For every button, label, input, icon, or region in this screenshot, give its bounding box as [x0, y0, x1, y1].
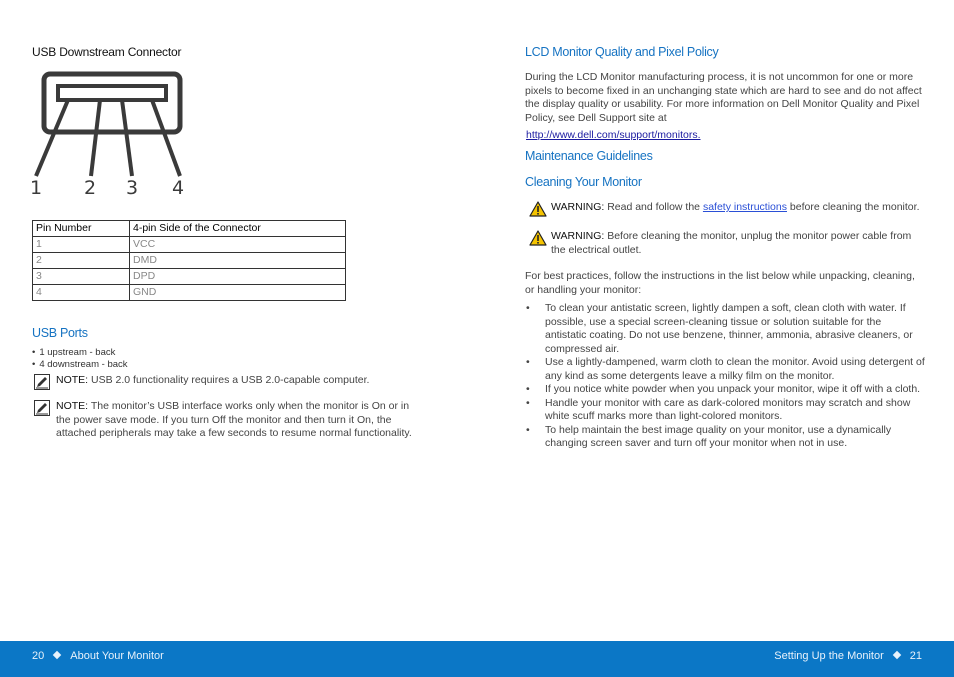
pin-label-1: 1	[30, 177, 43, 198]
table-cell: GND	[130, 285, 346, 301]
page-footer	[0, 641, 954, 677]
table-row	[33, 237, 346, 253]
lcd-quality-heading: LCD Monitor Quality and Pixel Policy	[525, 45, 719, 59]
best-practices-text: For best practices, follow the instructions in the list below while unpacking, cleaning, or handling your monitor:	[525, 270, 915, 296]
footer-section-left: About Your Monitor	[70, 650, 164, 662]
cleaning-heading: Cleaning Your Monitor	[525, 175, 642, 189]
note-pencil-icon	[34, 374, 50, 390]
warning-label: WARNING:	[551, 230, 605, 242]
table-cell: VCC	[130, 237, 346, 253]
table-cell: 3	[33, 269, 130, 285]
warning-text: Read and follow the	[604, 201, 703, 213]
table-cell: 4	[33, 285, 130, 301]
note-usb2	[34, 374, 424, 388]
maintenance-heading: Maintenance Guidelines	[525, 149, 653, 163]
cleaning-tips-list	[525, 302, 925, 451]
pin-table	[32, 220, 346, 301]
warning-triangle-icon	[529, 201, 547, 217]
note-label: NOTE:	[56, 374, 89, 386]
table-cell: 2	[33, 253, 130, 269]
table-header-row	[33, 221, 346, 237]
table-cell: DPD	[130, 269, 346, 285]
table-cell: 1	[33, 237, 130, 253]
usb-ports-list	[32, 347, 128, 371]
footer-left	[32, 650, 164, 664]
pin-label-4: 4	[172, 177, 185, 198]
note-usb-interface	[34, 400, 424, 441]
warning-text: Before cleaning the monitor, unplug the monitor power cable from the electrical outlet.	[551, 230, 912, 256]
list-item: • To clean your antistatic screen, lightly dampen a soft, clean cloth with water. If possible, use a special screen-cleaning tissue or solution suitable for the antistatic coating. Do not use benzene, thinner, ammonia, abrasive cleaners, or compressed air.	[525, 302, 925, 356]
diamond-icon	[893, 651, 901, 659]
table-row	[33, 269, 346, 285]
warning-label: WARNING:	[551, 201, 605, 213]
warning-triangle-icon	[529, 230, 547, 246]
connector-title: USB Downstream Connector	[32, 45, 182, 59]
warning-text: before cleaning the monitor.	[786, 201, 920, 213]
note-text: USB 2.0 functionality requires a USB 2.0-capable computer.	[88, 374, 370, 386]
dell-support-link[interactable]: http://www.dell.com/support/monitors.	[526, 129, 701, 141]
usb-connector-diagram	[28, 68, 188, 198]
note-text: The monitor’s USB interface works only when the monitor is On or in the power save mode. If you turn Off the monitor and then turn it On, the attached peripherals may take a few seconds to resume normal functionality.	[56, 400, 412, 439]
note-pencil-icon	[34, 400, 50, 416]
warning-safety	[529, 201, 924, 215]
list-item: • 4 downstream - back	[32, 359, 128, 371]
lcd-quality-text: During the LCD Monitor manufacturing process, it is not uncommon for one or more pixels to become fixed in an unchanging state which are hard to see and do not affect the display quality or usability. For more information on Dell Monitor Quality and Pixel Policy, see Dell Support site at	[525, 71, 922, 124]
pin-label-2: 2	[84, 177, 97, 198]
pin-label-3: 3	[126, 177, 139, 198]
list-item: • Handle your monitor with care as dark-colored monitors may scratch and show white scuff marks more than light-colored monitors.	[525, 397, 925, 424]
list-item: • Use a lightly-dampened, warm cloth to clean the monitor. Avoid using detergent of any kind as some detergents leave a milky film on the monitor.	[525, 356, 925, 383]
footer-section-right: Setting Up the Monitor	[774, 650, 884, 662]
table-header: Pin Number	[33, 221, 130, 237]
list-item: • If you notice white powder when you unpack your monitor, wipe it off with a cloth.	[525, 383, 925, 397]
list-item: • To help maintain the best image quality on your monitor, use a dynamically changing screen saver and turn off your monitor when not in use.	[525, 424, 925, 451]
note-label: NOTE:	[56, 400, 89, 412]
list-item: • 1 upstream - back	[32, 347, 128, 359]
table-row	[33, 253, 346, 269]
safety-instructions-link[interactable]: safety instructions	[702, 201, 787, 213]
table-cell: DMD	[130, 253, 346, 269]
warning-unplug	[529, 230, 924, 257]
page-number-right: 21	[909, 650, 922, 662]
table-header: 4-pin Side of the Connector	[130, 221, 346, 237]
usb-ports-heading: USB Ports	[32, 326, 88, 340]
page-number-left: 20	[32, 650, 45, 662]
diamond-icon	[53, 651, 61, 659]
footer-right	[774, 650, 922, 664]
table-row	[33, 285, 346, 301]
